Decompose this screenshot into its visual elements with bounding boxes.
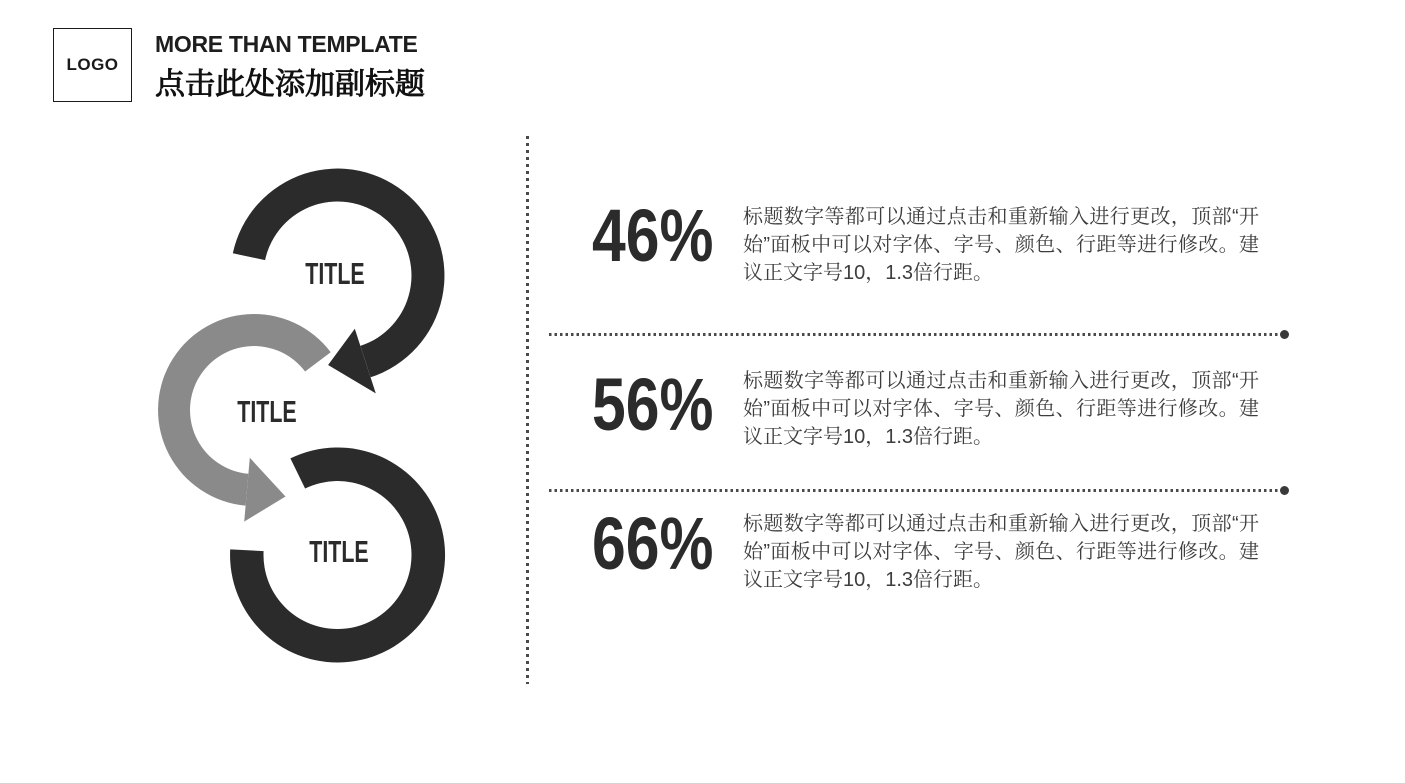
cycle-node-title-3[interactable]: TITLE — [309, 534, 369, 569]
cycle-node-title-1[interactable]: TITLE — [305, 256, 365, 291]
cycle-node-title-2[interactable]: TITLE — [237, 394, 297, 429]
stat-description-3[interactable]: 标题数字等都可以通过点击和重新输入进行更改，顶部“开始”面板中可以对字体、字号、颜色、行距等进行修改。建议正文字号10，1.3倍行距。 — [743, 513, 1259, 591]
separator-line-2 — [549, 489, 1279, 492]
stat-description-1[interactable]: 标题数字等都可以通过点击和重新输入进行更改，顶部“开始”面板中可以对字体、字号、颜色、行距等进行修改。建议正文字号10，1.3倍行距。 — [743, 206, 1259, 284]
separator-line-1 — [549, 333, 1279, 336]
logo-label: LOGO — [66, 55, 119, 74]
stat-value-2[interactable]: 56% — [592, 363, 714, 446]
page-subtitle[interactable]: 点击此处添加副标题 — [155, 68, 425, 101]
stat-value-1[interactable]: 46% — [592, 194, 714, 277]
separator-end-dot-1 — [1280, 330, 1289, 339]
arrowhead-middle-icon — [244, 458, 285, 522]
vertical-dotted-divider — [526, 136, 529, 684]
page-title[interactable]: MORE THAN TEMPLATE — [155, 31, 418, 57]
logo-box[interactable] — [53, 28, 132, 102]
separator-end-dot-2 — [1280, 486, 1289, 495]
stat-value-3[interactable]: 66% — [592, 502, 714, 585]
stat-description-2[interactable]: 标题数字等都可以通过点击和重新输入进行更改，顶部“开始”面板中可以对字体、字号、颜色、行距等进行修改。建议正文字号10，1.3倍行距。 — [743, 370, 1259, 448]
